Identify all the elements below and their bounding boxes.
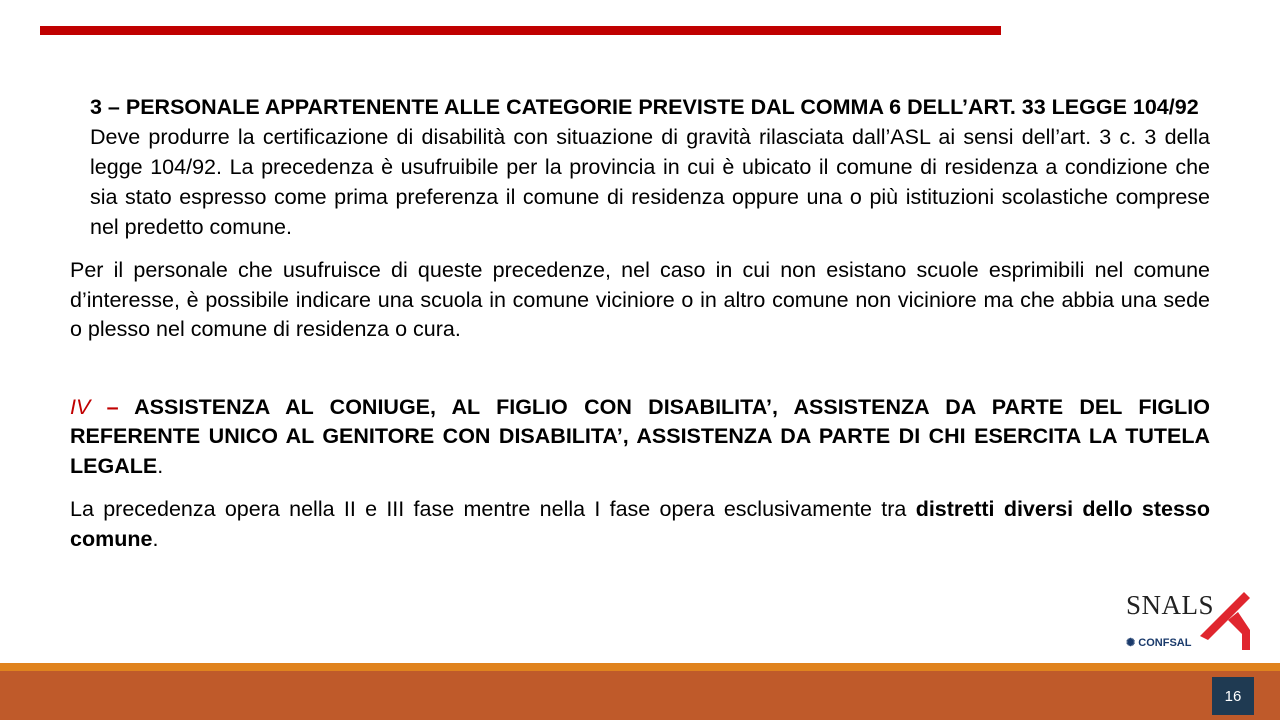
- section-3-body: Deve produrre la certificazione di disabilità con situazione di gravità rilasciata dall’ASL ai sensi dell’art. 3 c. 3 della legge 104/92. La precedenza è usufruibile per la provincia in cui è ubicato il comune di residenza a condizione che sia stato espresso come prima preferenza il comune di residenza oppure una o più istituzioni scolastiche comprese nel predetto comune.: [90, 125, 1210, 239]
- paragraph-2-period: .: [152, 526, 159, 551]
- paragraph-2-text: La precedenza opera nella II e III fase mentre nella I fase opera esclusivamente tra: [70, 497, 916, 521]
- title-rule: [40, 26, 1001, 35]
- footer-bar: [0, 671, 1280, 720]
- section-3-title: 3 – PERSONALE APPARTENENTE ALLE CATEGORIE PREVISTE DAL COMMA 6 DELL’ART. 33 LEGGE 104/92: [90, 95, 1199, 119]
- page-number: 16: [1212, 677, 1254, 715]
- paragraph-2-bold: distretti diversi dello stesso comune: [70, 497, 1211, 551]
- section-4-heading: [70, 393, 1210, 482]
- slide-content: [70, 92, 1210, 554]
- paragraph-1: Per il personale che usufruisce di queste precedenze, nel caso in cui non esistano scuole esprimibili nel comune d’interesse, è possibile indicare una scuola in comune viciniore o in altro comune non viciniore ma che abbia una sede o plesso nel comune di residenza o cura.: [70, 258, 1210, 341]
- snals-logo: [1122, 590, 1256, 656]
- section-4-period: .: [157, 453, 164, 478]
- section-4-title: ASSISTENZA AL CONIUGE, AL FIGLIO CON DISABILITA’, ASSISTENZA DA PARTE DEL FIGLIO REFERENTE UNICO AL GENITORE CON DISABILITA’, ASSISTENZA DA PARTE DI CHI ESERCITA LA TUTELA LEGALE: [70, 394, 1210, 478]
- section-4-number: IV: [70, 394, 91, 419]
- section-3: [90, 92, 1210, 242]
- logo-mark-icon: [1194, 590, 1254, 654]
- footer-accent-line: [0, 663, 1280, 671]
- logo-text: SNALS: [1126, 590, 1215, 620]
- paragraph-2: [70, 495, 1210, 554]
- logo-subtext-label: CONFSAL: [1138, 637, 1192, 649]
- logo-subtext: ✺ CONFSAL: [1126, 637, 1192, 649]
- section-4-dash: –: [106, 394, 119, 419]
